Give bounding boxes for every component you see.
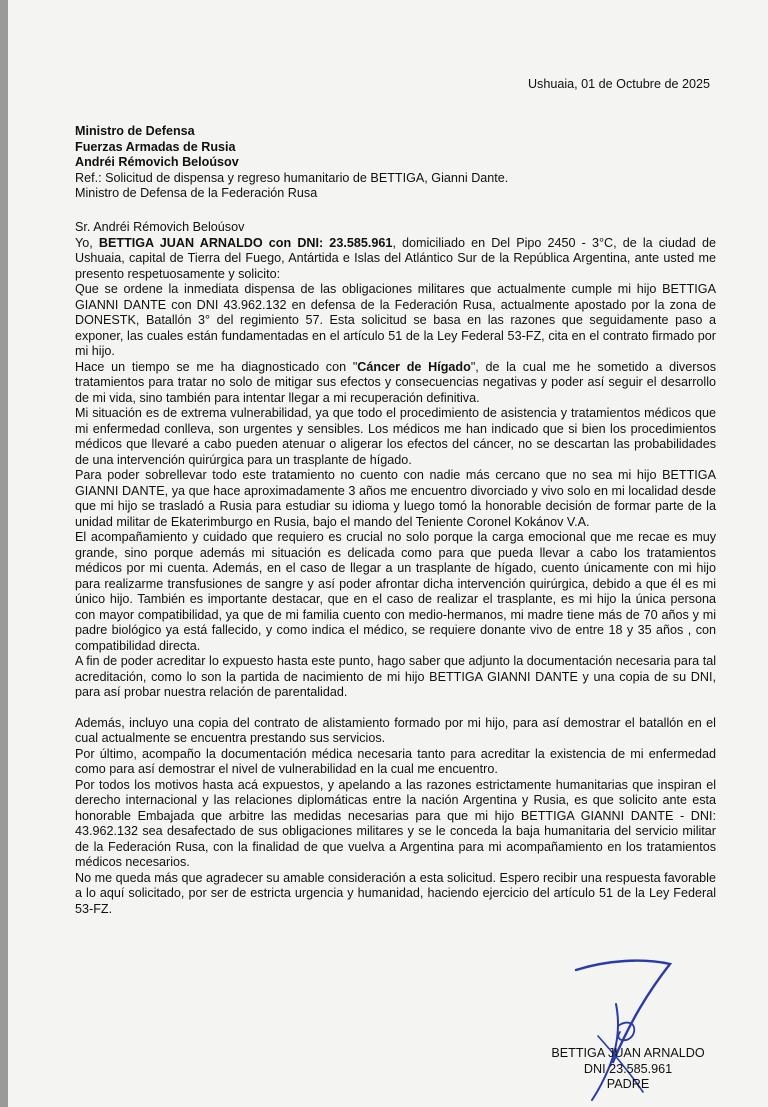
addressee-organization: Fuerzas Armadas de Rusia: [75, 139, 236, 154]
salutation: Sr. Andréi Rémovich Beloúsov: [75, 220, 245, 234]
signature-block: [528, 1046, 728, 1093]
letter-page: [8, 0, 768, 1107]
paragraph-request: Que se ordene la inmediata dispensa de las obligaciones militares que actualmente cumple mi hijo BETTIGA GIANNI DANTE con DNI 43.962.132 en defensa de la Federación Rusa, actualmente apostado por la zona de DONESTK, Batallón 3° del regimiento 57. Esta solicitud se basa en las razones que seguidamente paso a exponer, las cuales están fundamentadas en el artículo 51 de la Ley Federal 53-FZ, cita en el contrato firmado por mi hijo.: [75, 282, 716, 358]
signer-role: PADRE: [606, 1077, 650, 1091]
addressee-block: [75, 124, 715, 202]
addressee-title: Ministro de Defensa: [75, 124, 195, 138]
paragraph-family: Para poder sobrellevar todo este tratamiento no cuento con nadie más cercano que no sea mi hijo BETTIGA GIANNI DANTE, ya que hace aproximadamente 3 años me encuentro divorciado y vivo solo en mi localidad desde que mi hijo se trasladó a Rusia para estudiar su idioma y luego tomó la honorable decisión de formar parte de la unidad militar de Ekaterimburgo en Rusia, bajo el mando del Teniente Coronel Kokánov V.A.: [75, 468, 716, 529]
paragraph-documentation: A fin de poder acreditar lo expuesto hasta este punto, hago saber que adjunto la documentación necesaria para tal acreditación, como lo son la partida de nacimiento de mi hijo BETTIGA GIANNI DANTE y una copia de su DNI, para así probar nuestra relación de parentalidad.: [75, 654, 716, 699]
paragraph-petition: Por todos los motivos hasta acá expuestos, y apelando a las razones estrictamente humanitarias que inspiran el derecho internacional y las relaciones diplomáticas entre la nación Argentina y Rusia, es que solicito ante esta honorable Embajada que arbitre las medidas necesarias para que mi hijo BETTIGA GIANNI DANTE - DNI: 43.962.132 sea desafectado de sus obligaciones militares y se le conceda la baja humanitaria del servicio militar de la Federación Rusa, con la finalidad de que vuelva a Argentina para mi acompañamiento en los tratamientos médicos necesarios.: [75, 777, 716, 869]
signer-name: BETTIGA JUAN ARNALDO: [551, 1046, 705, 1060]
paragraph-care: El acompañamiento y cuidado que requiero es crucial no solo porque la carga emocional que me recae es muy grande, sino porque además mi situación es delicada como para que pueda llevar a cabo los tratamientos médicos por mi cuenta. Además, en el caso de llegar a un trasplante de hígado, cuento únicamente con mi hijo para realizarme transfusiones de sangre y así poder afrontar dicha intervención quirúrgica, debido a que él es mi único hijo. También es importante destacar, que en el caso de realizar el trasplante, es mi hijo la única persona con mayor compatibilidad, ya que de mi familia cuento con medio-hermanos, mi madre tiene más de 70 años y mi padre biológico ya está fallecido, y como indica el médico, se requiere donante vivo de entre 18 y 35 años , con compatibilidad directa.: [75, 530, 716, 653]
paragraph-diagnosis: Hace un tiempo se me ha diagnosticado con "Cáncer de Hígado", de la cual me he sometido a diversos tratamientos para tratar no solo de mitigar sus efectos y consecuencias negativas y poder así seguir el desarrollo de mi vida, sino también para intentar llegar a mi recuperación definitiva.: [75, 359, 716, 405]
letter-body: [75, 220, 716, 917]
addressee-name: Andréi Rémovich Beloúsov: [75, 155, 239, 169]
letter-date: Ushuaia, 01 de Octubre de 2025: [527, 77, 710, 91]
reference-line: Ref.: Solicitud de dispensa y regreso humanitario de BETTIGA, Gianni Dante.: [75, 170, 509, 185]
paragraph-intro: Yo, BETTIGA JUAN ARNALDO con DNI: 23.585.961, domiciliado en Del Pipo 2450 - 3°C, de la ciudad de Ushuaia, capital de Tierra del Fuego, Antártida e Islas del Atlántico Sur de la República Argentina, ante usted me presento respetuosamente y solicito:: [75, 235, 716, 281]
paragraph-vulnerability: Mi situación es de extrema vulnerabilidad, ya que todo el procedimiento de asistencia y tratamientos médicos que mi enfermedad conlleva, son urgentes y sensibles. Los médicos me han indicado que si bien los procedimientos médicos que llevaré a cabo pueden atenuar o aligerar los efectos del cáncer, no se descartan las probabilidades de una intervención quirúrgica para un trasplante de hígado.: [75, 406, 716, 467]
signer-dni: DNI 23.585.961: [583, 1061, 673, 1076]
paragraph-medical: Por último, acompaño la documentación médica necesaria tanto para acreditar la existencia de mi enfermedad como para así demostrar el nivel de vulnerabilidad en la cual me encuentro.: [75, 746, 716, 776]
paragraph-contract: Además, incluyo una copia del contrato de alistamiento formado por mi hijo, para así demostrar el batallón en el cual actualmente se encuentra prestando sus servicios.: [75, 715, 716, 745]
paragraph-closing: No me queda más que agradecer su amable consideración a esta solicitud. Espero recibir una respuesta favorable a lo aquí solicitado, por ser de estricta urgencia y humanidad, haciendo ejercicio del artículo 51 de la Ley Federal 53-FZ.: [75, 870, 716, 916]
addressee-ministry: Ministro de Defensa de la Federación Rusa: [75, 186, 318, 200]
